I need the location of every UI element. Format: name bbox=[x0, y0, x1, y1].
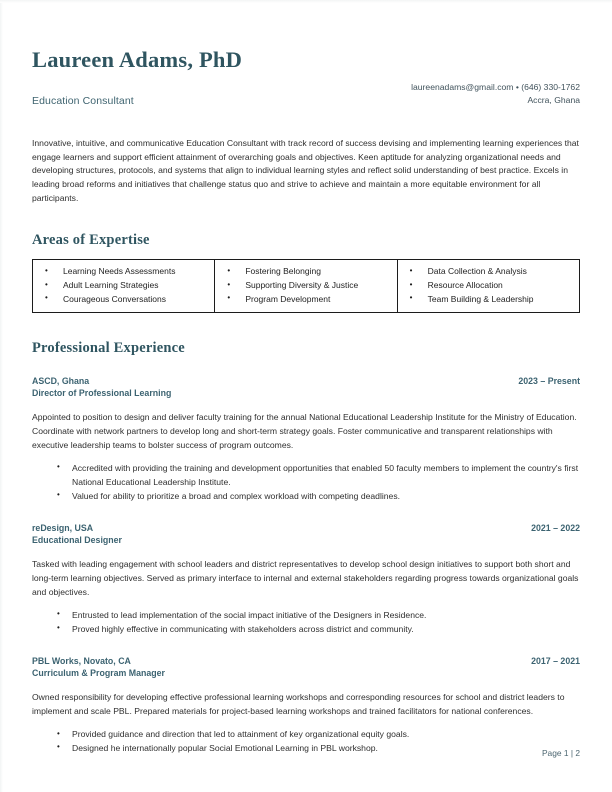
list-item: • Proved highly effective in communicating with stakeholders across district and community. bbox=[32, 623, 580, 637]
list-item: • Provided guidance and direction that led to attainment of key organizational equity goals. bbox=[32, 728, 580, 742]
expertise-column-3 bbox=[397, 260, 579, 312]
experience-entry-header bbox=[32, 375, 580, 388]
expertise-list-2 bbox=[215, 265, 396, 306]
expertise-list-3 bbox=[398, 265, 579, 306]
professional-summary: Innovative, intuitive, and communicative Education Consultant with track record of success devising and implementing learning experiences that engage learners and support efficient attainment of overarching goals and objectives. Keen aptitude for analyzing organizational needs and developing structures, protocols, and systems that align to individual learning styles and reflect solid understanding of best practice. Excels in leading broad reforms and initiatives that challenge status quo and strive to achieve and maintain a more equitable environment for all participants. bbox=[32, 137, 579, 204]
experience-dates: 2017 – 2021 bbox=[531, 655, 580, 666]
list-item: • Fostering Belonging bbox=[215, 265, 396, 279]
experience-bullets bbox=[32, 462, 580, 504]
list-item: • Supporting Diversity & Justice bbox=[215, 279, 396, 293]
experience-company: reDesign, USA bbox=[32, 522, 94, 533]
experience-entry-1 bbox=[32, 375, 580, 504]
experience-description: Owned responsibility for developing effective professional learning workshops and corresponding resources for school and district leaders to implement and scale PBL. Prepared materials for project-based learning workshops and trained facilitators for national conferences. bbox=[32, 692, 565, 717]
section-heading-expertise: Areas of Expertise bbox=[32, 232, 150, 249]
page-content bbox=[32, 0, 580, 756]
list-item: • Data Collection & Analysis bbox=[398, 265, 579, 279]
expertise-table bbox=[32, 259, 580, 312]
contact-email-phone[interactable]: laureenadams@gmail.com • (646) 330-1762 bbox=[411, 82, 580, 92]
experience-description: Appointed to position to design and deliver faculty training for the annual National Educational Leadership Institute for the Ministry of Education. Coordinate with network partners to develop long and short-term strategy goals. Foster communicative and transparent relationships with executive leadership teams to bolster success of program outcomes. bbox=[32, 412, 577, 450]
expertise-column-2 bbox=[215, 260, 397, 312]
list-item: • Designed he internationally popular Social Emotional Learning in PBL workshop. bbox=[32, 742, 580, 756]
page-number-label: Page 1 | 2 bbox=[541, 748, 580, 758]
experience-entry-header bbox=[32, 655, 580, 668]
expertise-list-1 bbox=[33, 265, 214, 306]
list-item: • Courageous Conversations bbox=[33, 293, 214, 307]
list-item: • Valued for ability to prioritize a broad and complex workload with competing deadlines. bbox=[32, 490, 580, 504]
list-item: • Entrusted to lead implementation of the social impact initiative of the Designers in Residence. bbox=[32, 609, 580, 623]
experience-role: Curriculum & Program Manager bbox=[32, 668, 165, 679]
list-item: • Resource Allocation bbox=[398, 279, 579, 293]
experience-role: Educational Designer bbox=[32, 535, 122, 546]
list-item: • Adult Learning Strategies bbox=[33, 279, 214, 293]
experience-dates: 2023 – Present bbox=[518, 375, 580, 386]
list-item: • Accredited with providing the training and development opportunities that enabled 50 faculty members to implement the country's first National Educational Leadership Institute. bbox=[32, 462, 580, 490]
experience-entry-3 bbox=[32, 655, 580, 756]
header-title-row bbox=[32, 81, 580, 109]
resume-header bbox=[32, 0, 580, 109]
contact-location: Accra, Ghana bbox=[527, 95, 580, 106]
experience-dates: 2021 – 2022 bbox=[531, 522, 580, 533]
section-heading-experience: Professional Experience bbox=[32, 339, 185, 356]
experience-company: PBL Works, Novato, CA bbox=[32, 655, 131, 666]
experience-entry-2 bbox=[32, 522, 580, 637]
list-item: • Program Development bbox=[215, 293, 396, 307]
page-footer bbox=[32, 748, 580, 758]
experience-description: Tasked with leading engagement with school leaders and district representatives to develop school design initiatives to support both short and long-term learning objectives. Served as primary interface to internal and external stakeholders regarding progress towards organizational goals and objectives. bbox=[32, 559, 579, 597]
list-item: • Learning Needs Assessments bbox=[33, 265, 214, 279]
experience-bullets bbox=[32, 609, 580, 637]
page-edge-left bbox=[0, 0, 3, 792]
list-item: • Team Building & Leadership bbox=[398, 293, 579, 307]
contact-block bbox=[411, 81, 580, 109]
candidate-name: Laureen Adams, PhD bbox=[32, 47, 243, 72]
experience-entry-header bbox=[32, 522, 580, 535]
expertise-column-1 bbox=[33, 260, 215, 312]
candidate-job-title: Education Consultant bbox=[32, 94, 134, 107]
table-row bbox=[33, 260, 580, 312]
experience-role: Director of Professional Learning bbox=[32, 388, 172, 399]
experience-company: ASCD, Ghana bbox=[32, 375, 90, 386]
